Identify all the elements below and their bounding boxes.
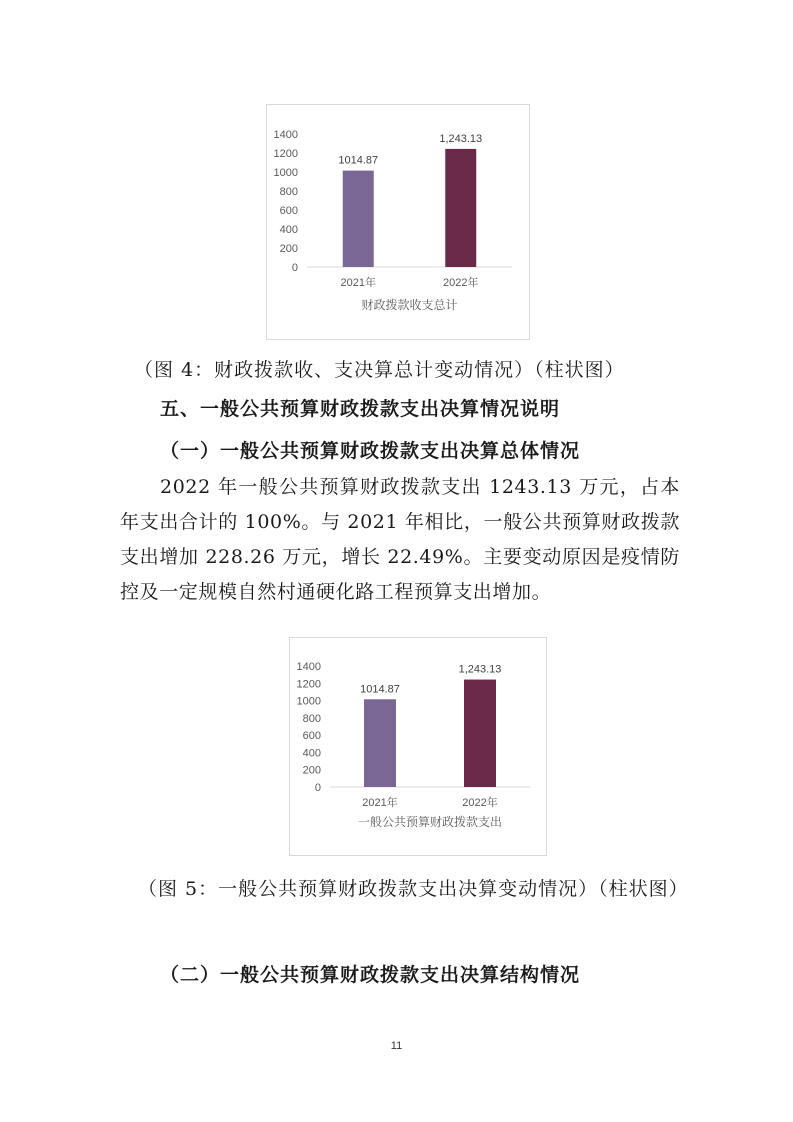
chart1-ytick-200: 200 xyxy=(279,243,298,255)
chart1-ytick-1400: 1400 xyxy=(273,129,298,141)
chart2-bar-1 xyxy=(464,680,496,787)
chart-general-budget-expenditure xyxy=(289,637,547,856)
figure-5-caption: （图 5：一般公共预算财政拨款支出决算变动情况）（柱状图） xyxy=(138,878,689,900)
chart2-category-label-0: 2021年 xyxy=(362,797,398,809)
figure-4-caption: （图 4：财政拨款收、支决算总计变动情况）（柱状图） xyxy=(134,359,625,381)
chart1-ytick-400: 400 xyxy=(279,224,298,236)
chart2-bar-0 xyxy=(364,699,396,787)
chart2-ytick-1200: 1200 xyxy=(296,678,321,691)
chart-2-svg xyxy=(290,638,546,855)
chart2-title: 一般公共预算财政拨款支出 xyxy=(357,815,503,829)
chart-1-svg xyxy=(267,105,529,339)
chart1-title: 财政拨款收支总计 xyxy=(361,298,458,312)
paragraph-overall: 2022 年一般公共预算财政拨款支出 1243.13 万元，占本年支出合计的 100%。与 2021 年相比，一般公共预算财政拨款支出增加 228.26 万元，增长 22.49%。主要变动原因是疫情防控及一定规模自然村通硬化路工程预算支出增加。 xyxy=(120,476,680,603)
chart1-ytick-0: 0 xyxy=(291,262,298,274)
chart2-category-label-1: 2022年 xyxy=(462,797,498,809)
subsection-2-title: （二）一般公共预算财政拨款支出决算结构情况 xyxy=(160,964,581,986)
page-number: 11 xyxy=(390,1040,403,1052)
chart1-category-label-0: 2021年 xyxy=(340,277,376,289)
chart1-data-label-0: 1014.87 xyxy=(338,154,379,167)
chart2-ytick-1400: 1400 xyxy=(296,661,321,673)
chart1-bar-1 xyxy=(445,149,476,267)
section-5-title: 五、一般公共预算财政拨款支出决算情况说明 xyxy=(160,398,561,420)
chart2-ytick-0: 0 xyxy=(314,782,321,794)
chart-financial-appropriation-total xyxy=(266,104,530,340)
subsection-1-title: （一）一般公共预算财政拨款支出决算总体情况 xyxy=(160,440,581,462)
chart2-ytick-1000: 1000 xyxy=(296,695,321,708)
chart1-ytick-1000: 1000 xyxy=(273,167,298,179)
chart2-ytick-800: 800 xyxy=(302,712,321,725)
chart2-ytick-400: 400 xyxy=(302,747,321,760)
chart1-ytick-1200: 1200 xyxy=(273,148,298,160)
chart2-data-label-0: 1014.87 xyxy=(360,683,400,696)
chart1-data-label-1: 1,243.13 xyxy=(439,132,483,145)
chart2-data-label-1: 1,243.13 xyxy=(458,663,502,676)
chart1-ytick-800: 800 xyxy=(279,186,298,198)
chart1-category-label-1: 2022年 xyxy=(443,277,479,289)
chart2-ytick-600: 600 xyxy=(302,730,321,743)
chart1-bar-0 xyxy=(343,171,374,267)
chart2-ytick-200: 200 xyxy=(302,764,321,777)
chart1-ytick-600: 600 xyxy=(279,205,298,217)
